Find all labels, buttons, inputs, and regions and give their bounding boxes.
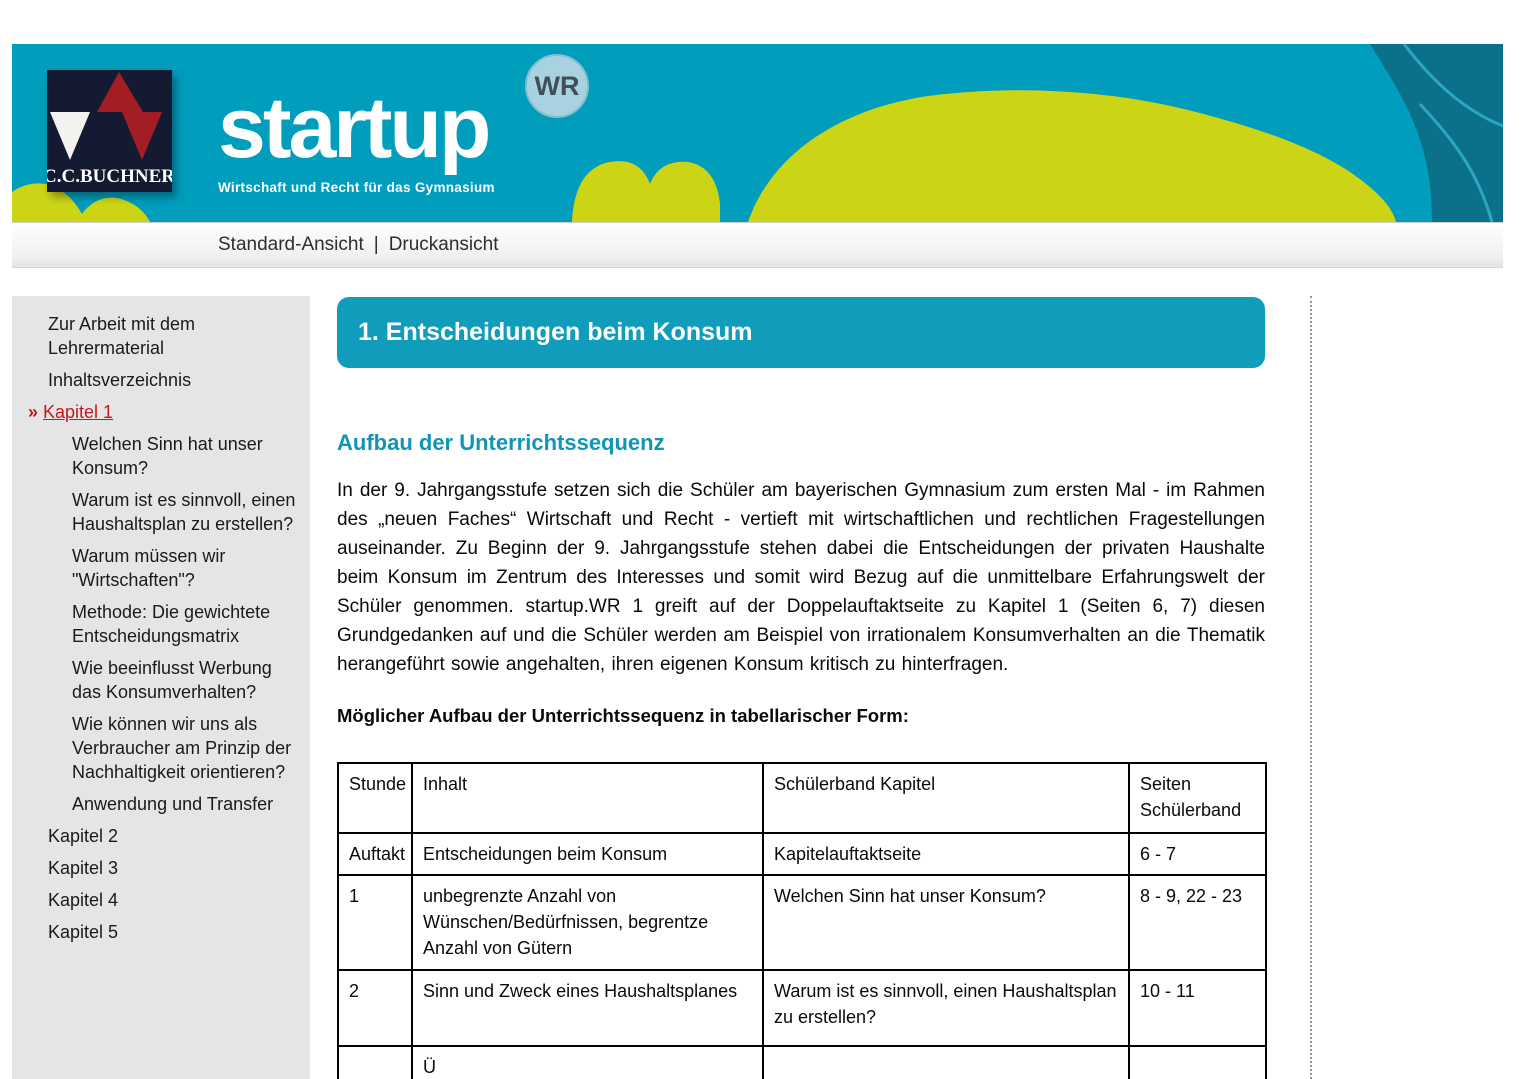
table-cell [338, 1046, 412, 1079]
section-heading: Aufbau der Unterrichtssequenz [337, 430, 665, 455]
sidebar-item[interactable]: Kapitel 3 [48, 858, 119, 878]
publisher-logo-graphic [47, 70, 172, 192]
publisher-logo-text: C.C.BUCHNER [47, 166, 172, 187]
sidebar-item[interactable]: Anwendung und Transfer [72, 794, 274, 814]
brand-wordmark: startup [218, 80, 489, 176]
table-cell: 2 [338, 970, 412, 1046]
sidebar-item[interactable]: Methode: Die gewichtete Entscheidungsmatrix [72, 602, 271, 646]
sidebar-item[interactable]: Inhaltsverzeichnis [48, 370, 192, 390]
sidebar-item[interactable]: Wie können wir uns als Verbraucher am Prinzip der Nachhaltigkeit orientieren? [72, 714, 292, 782]
sidebar-item[interactable]: Warum ist es sinnvoll, einen Haushaltsplan zu erstellen? [72, 490, 296, 534]
table-intro-line: Möglicher Aufbau der Unterrichtssequenz in tabellarischer Form: [337, 705, 909, 726]
table-cell: Warum ist es sinnvoll, einen Haushaltsplan zu erstellen? [763, 970, 1129, 1046]
table-body [338, 833, 1266, 1079]
sidebar-item[interactable] [12, 396, 310, 428]
table-row [338, 875, 1266, 970]
sidebar-nav [12, 296, 310, 1079]
standard-view-link[interactable]: Standard-Ansicht [218, 234, 364, 255]
sidebar-item[interactable]: Welchen Sinn hat unser Konsum? [72, 434, 263, 478]
table-cell: Auftakt [338, 833, 412, 875]
table-cell: Welchen Sinn hat unser Konsum? [763, 875, 1129, 970]
sidebar-item[interactable]: Wie beeinflusst Werbung das Konsumverhalten? [72, 658, 272, 702]
table-row [338, 970, 1266, 1046]
table-cell: Sinn und Zweck eines Haushaltsplanes [412, 970, 763, 1046]
table-row [338, 1046, 1266, 1079]
view-switch-bar [12, 222, 1503, 268]
table-header-row [338, 763, 1266, 833]
table-header-cell: Schülerband Kapitel [763, 763, 1129, 833]
brand-tagline: Wirtschaft und Recht für das Gymnasium [218, 179, 495, 195]
intro-paragraph: In der 9. Jahrgangsstufe setzen sich die Schüler am bayerischen Gymnasium zum ersten Mal - im Rahmen des „neuen Faches“ Wirtschaft und Recht - vertieft mit wirtschaftlichen und rechtlichen Fragestellungen auseinander. Zu Beginn der 9. Jahrgangsstufe stehen dabei die Entscheidungen der privaten Haushalte beim Konsum im Zentrum des Interesses und somit wird Bezug auf die unmittelbare Erfahrungswelt der Schüler genommen. startup.WR 1 greift auf der Doppelauftaktseite zu Kapitel 1 (Seiten 6, 7) diesen Grundgedanken auf und die Schüler werden am Beispiel von irrationalem Konsumverhalten an die Thematik herangeführt sowie angehalten, ihren eigenen Konsum kritisch zu hinterfragen. [337, 480, 1265, 675]
table-header-cell: Seiten Schülerband [1129, 763, 1266, 833]
content-right-divider [1310, 296, 1312, 1079]
table-cell: Kapitelauftaktseite [763, 833, 1129, 875]
table-cell: Entscheidungen beim Konsum [412, 833, 763, 875]
page-title-banner [337, 297, 1265, 368]
main-content [337, 297, 1265, 1079]
print-view-link[interactable]: Druckansicht [388, 234, 499, 255]
table-header-cell: Inhalt [412, 763, 763, 833]
table-row [338, 833, 1266, 875]
view-link-separator: | [373, 234, 379, 255]
site-header [12, 44, 1503, 222]
publisher-logo[interactable] [47, 70, 172, 192]
sidebar-item[interactable]: Kapitel 2 [48, 826, 119, 846]
table-cell [1129, 1046, 1266, 1079]
sidebar-item[interactable]: Kapitel 5 [48, 922, 119, 942]
table-cell: Ü [412, 1046, 763, 1079]
brand-block [218, 80, 495, 195]
table-cell: 10 - 11 [1129, 970, 1266, 1046]
table-cell: 8 - 9, 22 - 23 [1129, 875, 1266, 970]
sequence-table [337, 762, 1267, 1079]
sidebar-item[interactable]: Kapitel 4 [48, 890, 119, 910]
table-header-cell: Stunde [338, 763, 412, 833]
table-cell: unbegrenzte Anzahl von Wünschen/Bedürfnissen, begrentze Anzahl von Gütern [412, 875, 763, 970]
table-cell: 1 [338, 875, 412, 970]
table-cell [763, 1046, 1129, 1079]
active-marker-icon: » [28, 402, 37, 422]
page-title: 1. Entscheidungen beim Konsum [358, 318, 753, 346]
sidebar-item[interactable]: Zur Arbeit mit dem Lehrermaterial [48, 314, 196, 358]
brand-badge-label: WR [534, 70, 580, 101]
sidebar-item[interactable]: Warum müssen wir "Wirtschaften"? [72, 546, 226, 590]
brand-badge-wr [525, 54, 589, 118]
sidebar-item-label: Kapitel 1 [43, 402, 114, 422]
table-cell: 6 - 7 [1129, 833, 1266, 875]
